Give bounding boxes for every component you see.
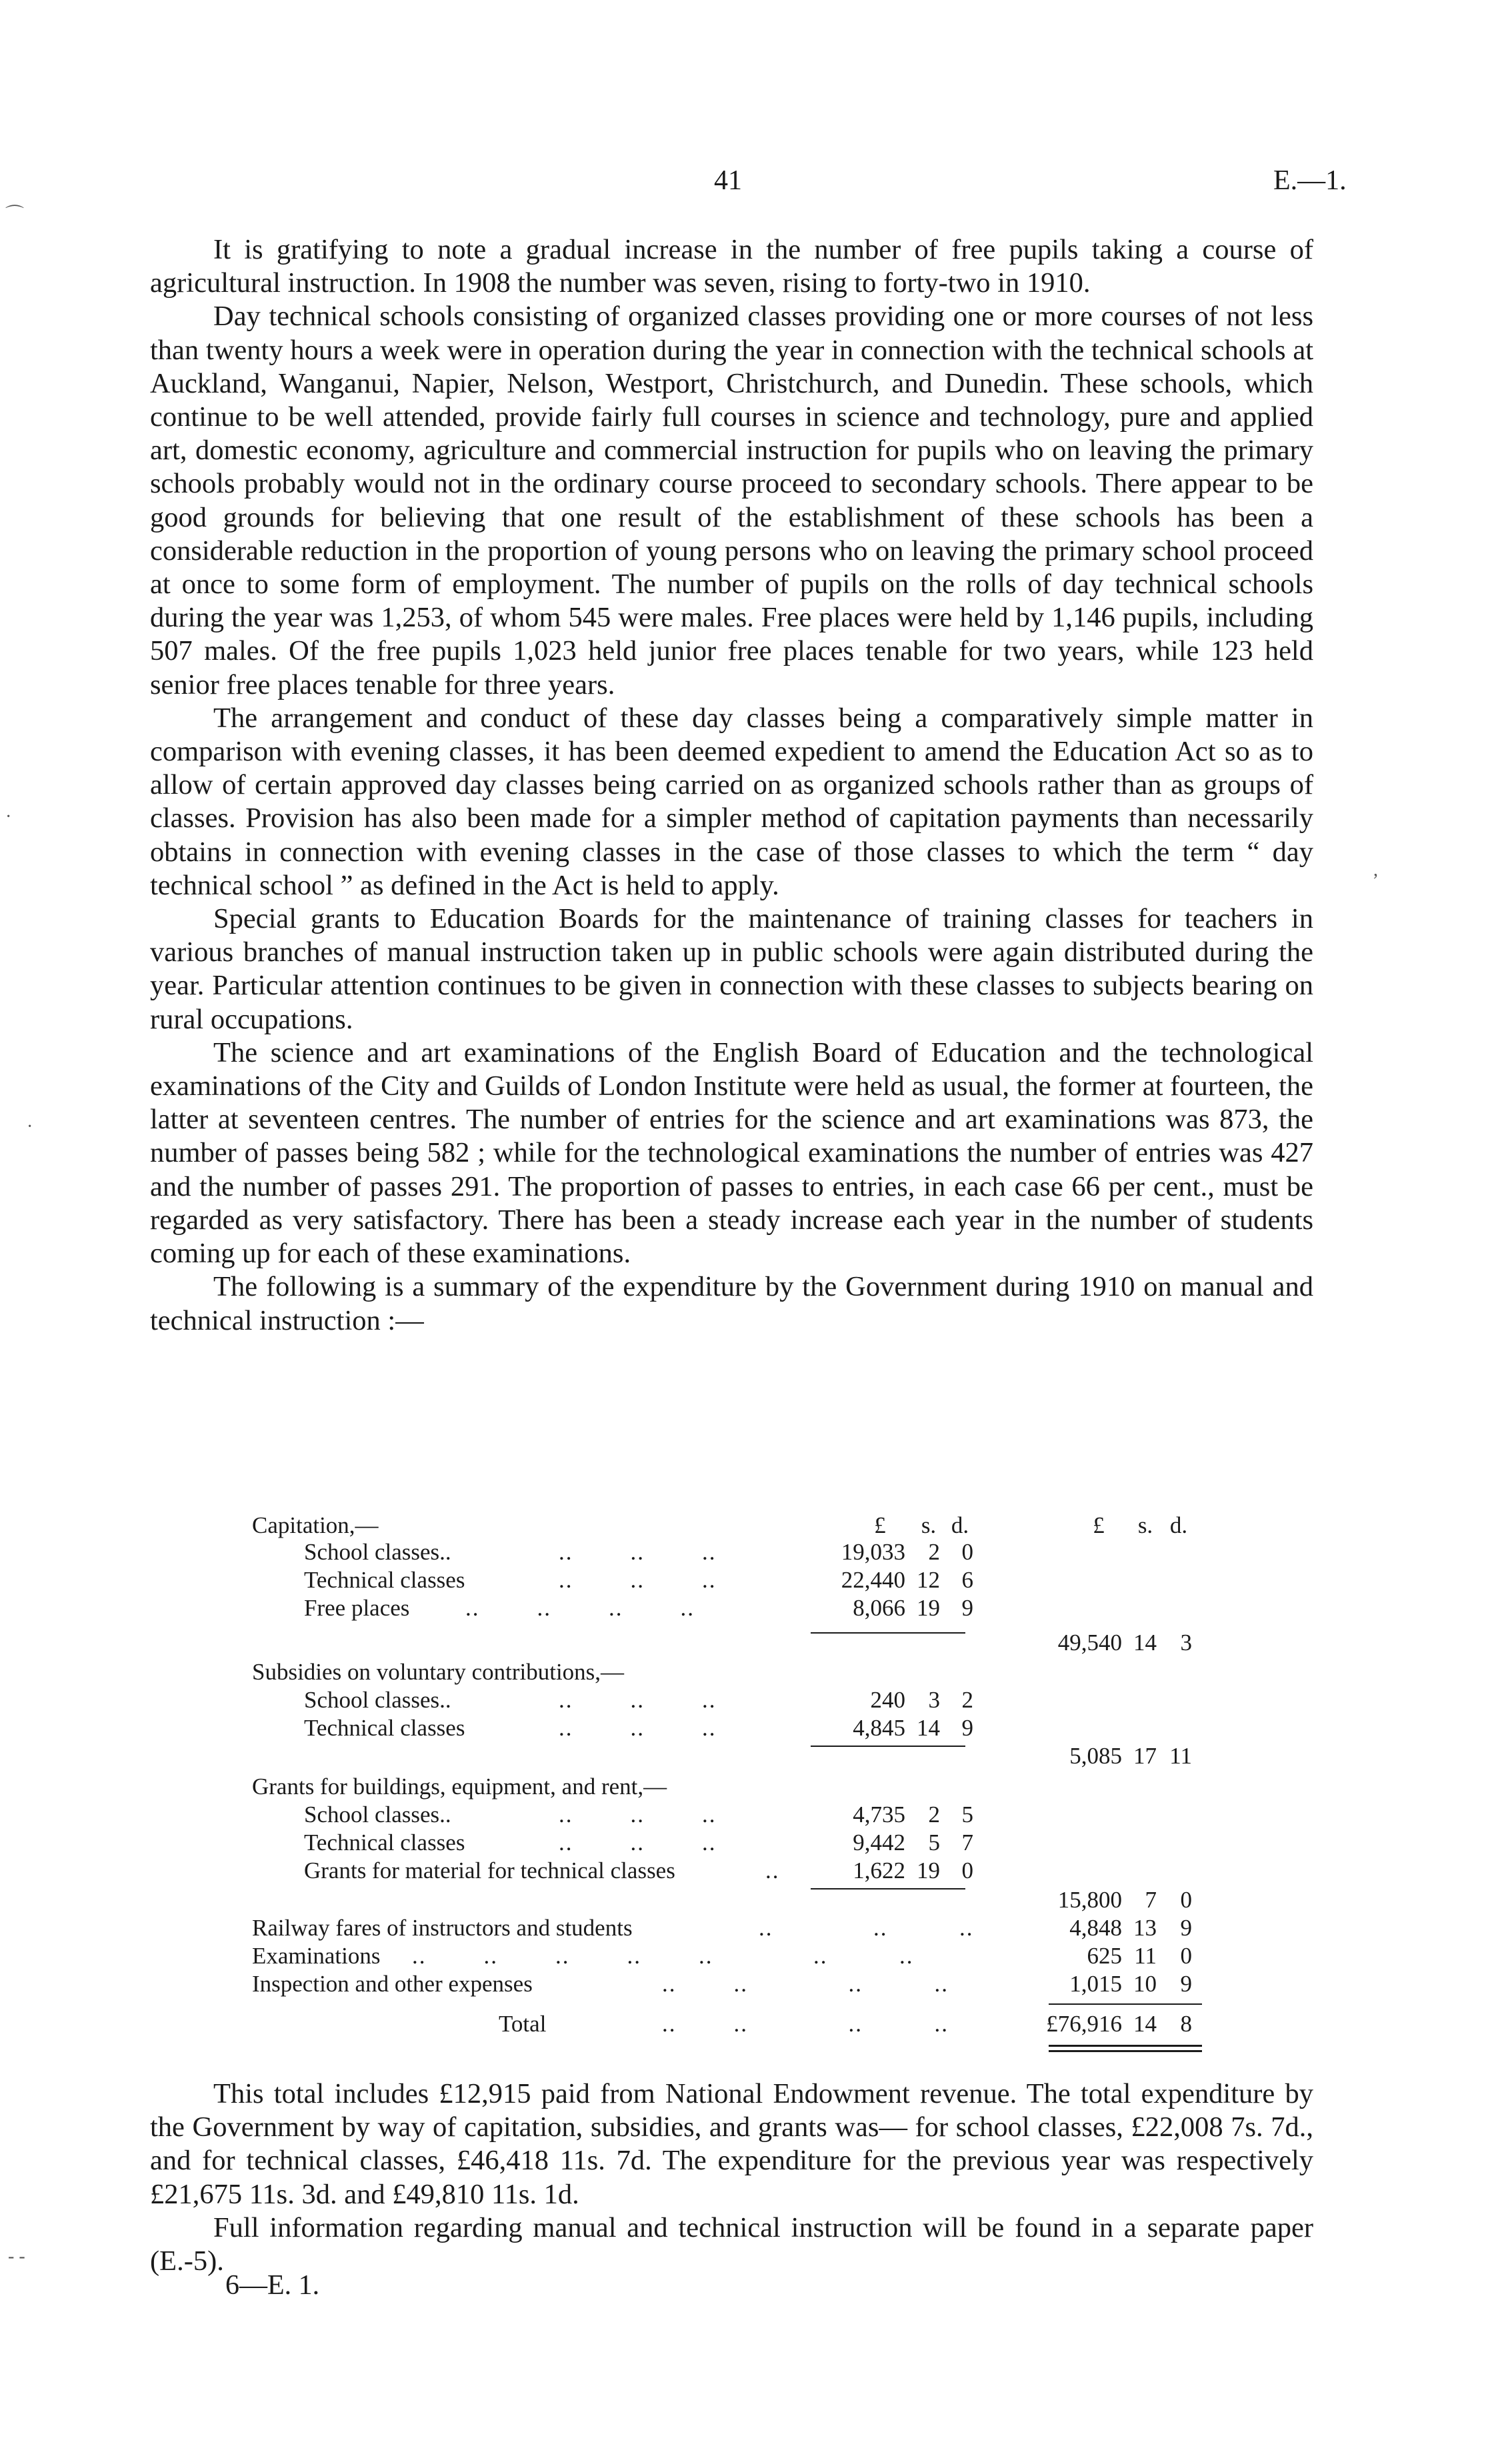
amount-pounds: 8,066 xyxy=(853,1595,905,1621)
leader-dots: .. .. .. xyxy=(559,1687,717,1713)
body-text-bottom xyxy=(150,2077,1313,2278)
table-row xyxy=(252,1512,1225,1540)
row-label: Grants for material for technical classes xyxy=(304,1857,675,1883)
leader-dots: .. .. .. .. xyxy=(662,2011,949,2037)
subtotal-shillings: 17 xyxy=(1133,1743,1157,1769)
paragraph: Full information regarding manual and technical instruction will be found in a separate paper (E.-5). xyxy=(150,2211,1313,2277)
amount-shillings: 19 xyxy=(917,1857,940,1883)
amount-pence: 9 xyxy=(1180,1971,1192,1997)
subtotal-pounds: 15,800 xyxy=(1057,1887,1122,1913)
subtotal-pounds: 49,540 xyxy=(1057,1630,1122,1656)
table-row xyxy=(252,1914,1225,1942)
table-row xyxy=(252,1942,1225,1970)
double-rule-bottom xyxy=(1049,2050,1202,2052)
shillings-header: s. xyxy=(921,1512,937,1538)
shillings-header: s. xyxy=(1137,1512,1153,1538)
table-row xyxy=(252,1658,1225,1686)
pounds-header: £ xyxy=(1093,1512,1105,1538)
margin-mark: - - xyxy=(8,2246,25,2267)
amount-pence: 2 xyxy=(961,1687,973,1713)
grants-heading: Grants for buildings, equipment, and rent,— xyxy=(252,1774,667,1800)
amount-pounds: 9,442 xyxy=(853,1830,905,1855)
body-text-top xyxy=(150,233,1313,1338)
leader-dots: .. .. .. xyxy=(559,1830,717,1855)
paragraph: Day technical schools consisting of organized classes providing one or more courses of not less than twenty hours a week were in operation during the year in connection with the technical schools at Auckland, Wanganui, Napier, Nelson, Westport, Christchurch, and Dunedin. These schools, which continue to be well attended, provide fairly full courses in science and technology, pure and applied art, domestic economy, agriculture and commercial instruction for pupils who on leaving the primary schools probably would not in the ordinary course proceed to secondary schools. There appear to be good grounds for believing that one result of the establishment of these schools has been a considerable reduction in the proportion of young persons who on leaving the primary school proceed at once to some form of employment. The number of pupils on the rolls of day technical schools during the year was 1,253, of whom 545 were males. Free places were held by 1,146 pupils, including 507 males. Of the free pupils 1,023 held junior free places tenable for two years, while 123 held senior free places tenable for three years. xyxy=(150,301,1313,700)
row-label: Inspection and other expenses xyxy=(252,1971,533,1997)
subtotal-shillings: 7 xyxy=(1145,1887,1157,1913)
paragraph: The arrangement and conduct of these day classes being a comparatively simple matter in comparison with evening classes, it has been deemed expedient to amend the Education Act so as to allow of certain approved day classes being carried on as organized schools rather than as groups of classes. Provision has also been made for a simpler method of capitation payments than necessarily obtains in connection with evening classes in the case of those classes to which the term “ day technical school ” as defined in the Act is held to apply. xyxy=(150,702,1313,901)
margin-mark: · xyxy=(5,806,12,827)
table-row xyxy=(252,1742,1225,1770)
amount-pence: 7 xyxy=(961,1830,973,1855)
leader-dots: .. .. .. .. xyxy=(465,1595,695,1621)
paragraph: The science and art examinations of the English Board of Education and the technological examinations of the City and Guilds of London Institute were held as usual, the former at fourteen, the latter at seventeen centres. The number of entries for the science and art examinations was 873, the number of passes being 582 ; while for the technological examinations the number of entries was 427 and the number of passes 291. The proportion of passes to entries, in each case 66 per cent., must be regarded as very satisfactory. There has been a steady increase each year in the number of students coming up for each of these examinations. xyxy=(150,1036,1313,1270)
row-label: Examinations xyxy=(252,1943,381,1969)
total-rule xyxy=(1049,2003,1202,2005)
double-rule-top xyxy=(1049,2045,1202,2047)
subtotal-pence: 3 xyxy=(1180,1630,1192,1656)
table-row xyxy=(252,1686,1225,1714)
leader-dots: .. .. .. .. .. .. .. xyxy=(412,1943,914,1969)
leader-dots: .. .. .. xyxy=(559,1539,717,1565)
amount-pounds: 1,622 xyxy=(853,1857,905,1883)
amount-pence: 9 xyxy=(1180,1915,1192,1941)
table-row xyxy=(252,1773,1225,1801)
margin-mark: · xyxy=(27,1116,33,1137)
amount-pence: 6 xyxy=(961,1567,973,1593)
total-pence: 8 xyxy=(1180,2011,1192,2037)
amount-shillings: 10 xyxy=(1133,1971,1157,1997)
amount-pence: 0 xyxy=(961,1857,973,1883)
amount-pounds: 4,845 xyxy=(853,1715,905,1741)
signature-mark: 6—E. 1. xyxy=(225,2270,320,2301)
leader-dots: .. xyxy=(765,1857,780,1883)
row-label: School classes.. xyxy=(304,1539,451,1565)
row-label: Free places xyxy=(304,1595,410,1621)
subsidies-heading: Subsidies on voluntary contributions,— xyxy=(252,1659,625,1685)
table-row xyxy=(252,1594,1225,1622)
total-label: Total xyxy=(499,2011,547,2037)
amount-pence: 5 xyxy=(961,1802,973,1828)
row-label: School classes.. xyxy=(304,1687,451,1713)
row-label: Technical classes xyxy=(304,1567,465,1593)
table-row xyxy=(252,1970,1225,1998)
page-reference: E.—1. xyxy=(1273,165,1347,196)
paragraph: It is gratifying to note a gradual increase in the number of free pupils taking a course of agricultural instruction. In 1908 the number was seven, rising to forty-two in 1910. xyxy=(150,234,1313,299)
amount-shillings: 11 xyxy=(1134,1943,1157,1969)
row-label: Technical classes xyxy=(304,1830,465,1855)
table-row xyxy=(252,1829,1225,1857)
leader-dots: .. .. .. xyxy=(559,1715,717,1741)
amount-shillings: 13 xyxy=(1133,1915,1157,1941)
amount-shillings: 14 xyxy=(917,1715,940,1741)
amount-pounds: 4,848 xyxy=(1069,1915,1122,1941)
table-row xyxy=(252,1566,1225,1594)
paragraph: This total includes £12,915 paid from National Endowment revenue. The total expenditure by the Government by way of capitation, subsidies, and grants was— for school classes, £22,008 7s. 7d., and for technical classes, £46,418 11s. 7d. The expenditure for the previous year was respectively £21,675 11s. 3d. and £49,810 11s. 1d. xyxy=(150,2078,1313,2210)
total-pounds: £76,916 xyxy=(1046,2011,1122,2037)
amount-pence: 9 xyxy=(961,1715,973,1741)
leader-dots: .. .. .. xyxy=(559,1567,717,1593)
paragraph: Special grants to Education Boards for the maintenance of training classes for teachers in various branches of manual instruction taken up in public schools were again distributed during the year. Particular attention continues to be given in connection with these classes to subjects bearing on rural occupations. xyxy=(150,903,1313,1035)
amount-shillings: 19 xyxy=(917,1595,940,1621)
table-row xyxy=(252,1629,1225,1657)
row-label: School classes.. xyxy=(304,1802,451,1828)
expenditure-table xyxy=(252,1512,1225,2058)
subtotal-pence: 0 xyxy=(1180,1887,1192,1913)
table-row xyxy=(252,1538,1225,1566)
amount-shillings: 2 xyxy=(928,1802,940,1828)
subtotal-pence: 11 xyxy=(1169,1743,1192,1769)
table-row xyxy=(252,1886,1225,1914)
page-number: 41 xyxy=(714,165,742,196)
pence-header: d. xyxy=(1169,1512,1188,1538)
amount-pence: 0 xyxy=(1180,1943,1192,1969)
subtotal-pounds: 5,085 xyxy=(1069,1743,1122,1769)
margin-mark: , xyxy=(1373,860,1378,880)
amount-pence: 9 xyxy=(961,1595,973,1621)
margin-mark: ⌒ xyxy=(5,205,25,225)
subtotal-shillings: 14 xyxy=(1133,1630,1157,1656)
leader-dots: .. .. .. xyxy=(759,1915,974,1941)
table-row xyxy=(252,1857,1225,1885)
row-label: Technical classes xyxy=(304,1715,465,1741)
amount-pence: 0 xyxy=(961,1539,973,1565)
amount-pounds: 625 xyxy=(1087,1943,1122,1969)
table-row xyxy=(252,2010,1225,2038)
amount-pounds: 4,735 xyxy=(853,1802,905,1828)
pounds-header: £ xyxy=(874,1512,886,1538)
capitation-heading: Capitation,— xyxy=(252,1512,379,1538)
amount-pounds: 240 xyxy=(870,1687,905,1713)
row-label: Railway fares of instructors and students xyxy=(252,1915,633,1941)
table-row xyxy=(252,1714,1225,1742)
leader-dots: .. .. .. .. xyxy=(662,1971,949,1997)
amount-pounds: 19,033 xyxy=(841,1539,905,1565)
paragraph: The following is a summary of the expenditure by the Government during 1910 on manual and technical instruction :— xyxy=(150,1271,1313,1336)
total-shillings: 14 xyxy=(1133,2011,1157,2037)
amount-pounds: 1,015 xyxy=(1069,1971,1122,1997)
leader-dots: .. .. .. xyxy=(559,1802,717,1828)
amount-shillings: 3 xyxy=(928,1687,940,1713)
table-row xyxy=(252,1801,1225,1829)
pence-header: d. xyxy=(951,1512,969,1538)
amount-pounds: 22,440 xyxy=(841,1567,905,1593)
amount-shillings: 2 xyxy=(928,1539,940,1565)
amount-shillings: 12 xyxy=(917,1567,940,1593)
amount-shillings: 5 xyxy=(928,1830,940,1855)
